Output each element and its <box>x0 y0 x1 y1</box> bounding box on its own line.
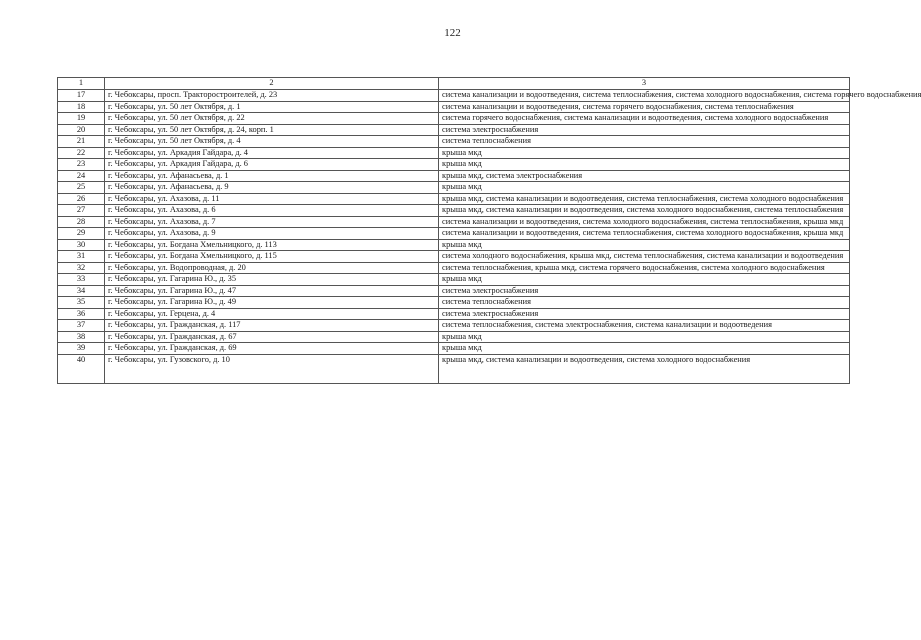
table-row <box>58 308 850 320</box>
row-address: г. Чебоксары, ул. Гражданская, д. 69 <box>105 343 439 355</box>
row-address: г. Чебоксары, ул. Ахазова, д. 7 <box>105 216 439 228</box>
row-address: г. Чебоксары, ул. Аркадия Гайдара, д. 4 <box>105 147 439 159</box>
row-address: г. Чебоксары, ул. Афанасьева, д. 1 <box>105 170 439 182</box>
table-row <box>58 193 850 205</box>
table-row <box>58 297 850 309</box>
row-address: г. Чебоксары, ул. Гагарина Ю., д. 47 <box>105 285 439 297</box>
table-row <box>58 285 850 297</box>
row-number: 38 <box>58 331 105 343</box>
row-services: система электроснабжения <box>439 124 850 136</box>
table-row <box>58 205 850 217</box>
column-header-1: 1 <box>58 78 105 90</box>
row-number: 37 <box>58 320 105 332</box>
row-number: 39 <box>58 343 105 355</box>
table-row <box>58 320 850 332</box>
row-services: система канализации и водоотведения, система теплоснабжения, система холодного водоснабжения, система горячего водоснабжения <box>439 90 850 102</box>
row-services: система горячего водоснабжения, система канализации и водоотведения, система холодного водоснабжения <box>439 113 850 125</box>
row-number: 32 <box>58 262 105 274</box>
row-number: 20 <box>58 124 105 136</box>
row-services: крыша мкд <box>439 239 850 251</box>
table-row <box>58 147 850 159</box>
row-services: крыша мкд, система канализации и водоотведения, система теплоснабжения, система холодного водоснабжения <box>439 193 850 205</box>
row-services: крыша мкд <box>439 331 850 343</box>
row-address: г. Чебоксары, ул. Аркадия Гайдара, д. 6 <box>105 159 439 171</box>
row-number: 18 <box>58 101 105 113</box>
row-number: 29 <box>58 228 105 240</box>
row-services: крыша мкд <box>439 343 850 355</box>
table-row <box>58 136 850 148</box>
row-number: 36 <box>58 308 105 320</box>
row-address: г. Чебоксары, ул. 50 лет Октября, д. 24, корп. 1 <box>105 124 439 136</box>
row-services: крыша мкд, система электроснабжения <box>439 170 850 182</box>
row-address: г. Чебоксары, ул. Гражданская, д. 67 <box>105 331 439 343</box>
row-address: г. Чебоксары, ул. Водопроводная, д. 20 <box>105 262 439 274</box>
row-number: 31 <box>58 251 105 263</box>
row-number: 23 <box>58 159 105 171</box>
table-row <box>58 182 850 194</box>
column-header-2: 2 <box>105 78 439 90</box>
row-address: г. Чебоксары, просп. Тракторостроителей, д. 23 <box>105 90 439 102</box>
row-number: 19 <box>58 113 105 125</box>
row-services: система канализации и водоотведения, система теплоснабжения, система холодного водоснабжения, крыша мкд <box>439 228 850 240</box>
row-address: г. Чебоксары, ул. Герцена, д. 4 <box>105 308 439 320</box>
row-services: система теплоснабжения <box>439 297 850 309</box>
table-row <box>58 216 850 228</box>
table-row <box>58 262 850 274</box>
row-services: система теплоснабжения <box>439 136 850 148</box>
table-row <box>58 124 850 136</box>
row-number: 17 <box>58 90 105 102</box>
row-services: крыша мкд <box>439 274 850 286</box>
row-services: крыша мкд <box>439 182 850 194</box>
row-number: 35 <box>58 297 105 309</box>
row-address: г. Чебоксары, ул. Гагарина Ю., д. 35 <box>105 274 439 286</box>
row-number: 28 <box>58 216 105 228</box>
table-row <box>58 170 850 182</box>
row-address: г. Чебоксары, ул. Ахазова, д. 9 <box>105 228 439 240</box>
table-row <box>58 239 850 251</box>
row-number: 27 <box>58 205 105 217</box>
row-services: система электроснабжения <box>439 308 850 320</box>
row-address: г. Чебоксары, ул. Афанасьева, д. 9 <box>105 182 439 194</box>
row-services: система электроснабжения <box>439 285 850 297</box>
row-services: система теплоснабжения, система электроснабжения, система канализации и водоотведения <box>439 320 850 332</box>
row-address: г. Чебоксары, ул. Ахазова, д. 11 <box>105 193 439 205</box>
table-row <box>58 101 850 113</box>
row-number: 25 <box>58 182 105 194</box>
table-row <box>58 228 850 240</box>
row-number: 30 <box>58 239 105 251</box>
address-services-table <box>57 77 921 384</box>
row-address: г. Чебоксары, ул. Гражданская, д. 117 <box>105 320 439 332</box>
row-number: 34 <box>58 285 105 297</box>
row-address: г. Чебоксары, ул. Богдана Хмельницкого, д. 113 <box>105 239 439 251</box>
table-row <box>58 343 850 355</box>
row-services: крыша мкд <box>439 159 850 171</box>
row-services: система канализации и водоотведения, система горячего водоснабжения, система теплоснабжения <box>439 101 850 113</box>
row-services: система теплоснабжения, крыша мкд, система горячего водоснабжения, система холодного водоснабжения <box>439 262 850 274</box>
table-row <box>58 113 850 125</box>
table-row <box>58 251 850 263</box>
row-services: крыша мкд, система канализации и водоотведения, система холодного водоснабжения <box>439 354 850 383</box>
row-number: 33 <box>58 274 105 286</box>
column-header-3: 3 <box>439 78 850 90</box>
row-services: крыша мкд, система канализации и водоотведения, система холодного водоснабжения, система теплоснабжения <box>439 205 850 217</box>
table-row <box>58 274 850 286</box>
row-services: система холодного водоснабжения, крыша мкд, система теплоснабжения, система канализации и водоотведения <box>439 251 850 263</box>
row-number: 21 <box>58 136 105 148</box>
row-address: г. Чебоксары, ул. 50 лет Октября, д. 22 <box>105 113 439 125</box>
table-row <box>58 90 850 102</box>
row-number: 40 <box>58 354 105 383</box>
table-row <box>58 159 850 171</box>
row-address: г. Чебоксары, ул. Богдана Хмельницкого, д. 115 <box>105 251 439 263</box>
column-number-row <box>58 78 850 90</box>
row-address: г. Чебоксары, ул. Гузовского, д. 10 <box>105 354 439 383</box>
row-address: г. Чебоксары, ул. Гагарина Ю., д. 49 <box>105 297 439 309</box>
row-number: 24 <box>58 170 105 182</box>
row-address: г. Чебоксары, ул. 50 лет Октября, д. 1 <box>105 101 439 113</box>
row-number: 22 <box>58 147 105 159</box>
row-services: система канализации и водоотведения, система холодного водоснабжения, система теплоснабжения, крыша мкд <box>439 216 850 228</box>
table-row <box>58 331 850 343</box>
row-address: г. Чебоксары, ул. Ахазова, д. 6 <box>105 205 439 217</box>
table-row <box>58 354 850 383</box>
row-services: крыша мкд <box>439 147 850 159</box>
row-number: 26 <box>58 193 105 205</box>
row-address: г. Чебоксары, ул. 50 лет Октября, д. 4 <box>105 136 439 148</box>
page-number: 122 <box>444 27 461 39</box>
